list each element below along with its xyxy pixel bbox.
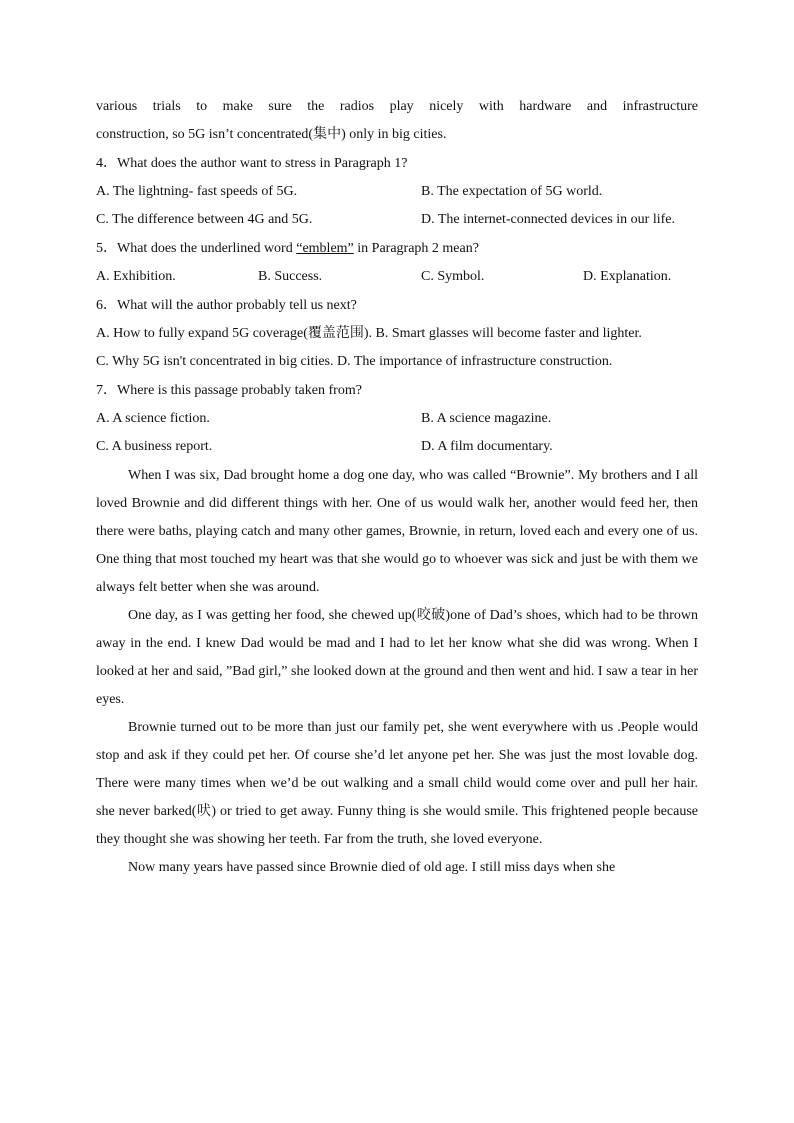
option-d: D. Explanation. (583, 269, 672, 284)
option-b: B. A science magazine. (421, 411, 552, 426)
option-a: A. How to fully expand 5G coverage(覆盖范围). (96, 326, 373, 341)
option-b: B. Smart glasses will become faster and lighter. (375, 326, 642, 341)
option-d: D. The internet-connected devices in our life. (421, 212, 675, 227)
option-row (96, 206, 698, 234)
option-a: A. A science fiction. (96, 411, 210, 426)
paragraph: Now many years have passed since Brownie died of old age. I still miss days when she (128, 860, 616, 875)
option-c: C. Symbol. (421, 269, 485, 284)
underlined-word: “emblem” (296, 241, 354, 256)
option-a: A. Exhibition. (96, 269, 176, 284)
option-b: B. The expectation of 5G world. (421, 184, 603, 199)
question-7 (96, 377, 698, 461)
passage-end (96, 93, 698, 149)
stem-suffix: in Paragraph 2 mean? (353, 241, 479, 256)
option-row (96, 263, 698, 291)
option-d: D. A film documentary. (421, 439, 553, 454)
question-stem (96, 235, 698, 263)
passage-line: construction, so 5G isn’t concentrated(集中) only in big cities. (96, 127, 447, 142)
passage-2 (96, 462, 698, 882)
passage-line: various trials to make sure the radios play nicely with hardware and infrastructure (96, 99, 698, 114)
document-page (96, 93, 698, 882)
option-row (96, 320, 698, 348)
option-a: A. The lightning- fast speeds of 5G. (96, 184, 298, 199)
question-stem: 7．Where is this passage probably taken from? (96, 383, 362, 398)
question-5 (96, 235, 698, 291)
option-d: D. The importance of infrastructure construction. (337, 354, 613, 369)
paragraph: One day, as I was getting her food, she chewed up(咬破)one of Dad’s shoes, which had to be thrown away in the end. I knew Dad would be mad and I had to let her know what she did was wrong. When I looked at her and said, ”Bad girl,” she looked down at the ground and then went and hid. I saw a tear in her eyes. (96, 608, 698, 707)
question-4 (96, 150, 698, 234)
option-b: B. Success. (258, 269, 323, 284)
option-row (96, 178, 698, 206)
stem-prefix: 5．What does the underlined word (96, 241, 297, 256)
paragraph: When I was six, Dad brought home a dog one day, who was called “Brownie”. My brothers and I all loved Brownie and did different things with her. One of us would walk her, another would feed her, then there were baths, playing catch and many other games, Brownie, in return, loved each and every one of us. One thing that most touched my heart was that she would go to whoever was sick and just be with them we always felt better when she was around. (96, 468, 698, 595)
option-row (96, 433, 698, 461)
option-row (96, 405, 698, 433)
option-row (96, 348, 698, 376)
question-6 (96, 292, 698, 376)
option-c: C. The difference between 4G and 5G. (96, 212, 313, 227)
option-c: C. Why 5G isn't concentrated in big cities. (96, 354, 334, 369)
option-c: C. A business report. (96, 439, 213, 454)
paragraph: Brownie turned out to be more than just our family pet, she went everywhere with us .People would stop and ask if they could pet her. Of course she’d let anyone pet her. She was just the most lovable dog. There were many times when we’d be out walking and a small child would come over and pull her hair. she never barked(吠) or tried to get away. Funny thing is she would smile. This frightened people because they thought she was showing her teeth. Far from the truth, she loved everyone. (96, 720, 698, 847)
question-stem: 4．What does the author want to stress in Paragraph 1? (96, 156, 408, 171)
question-stem: 6．What will the author probably tell us next? (96, 298, 357, 313)
